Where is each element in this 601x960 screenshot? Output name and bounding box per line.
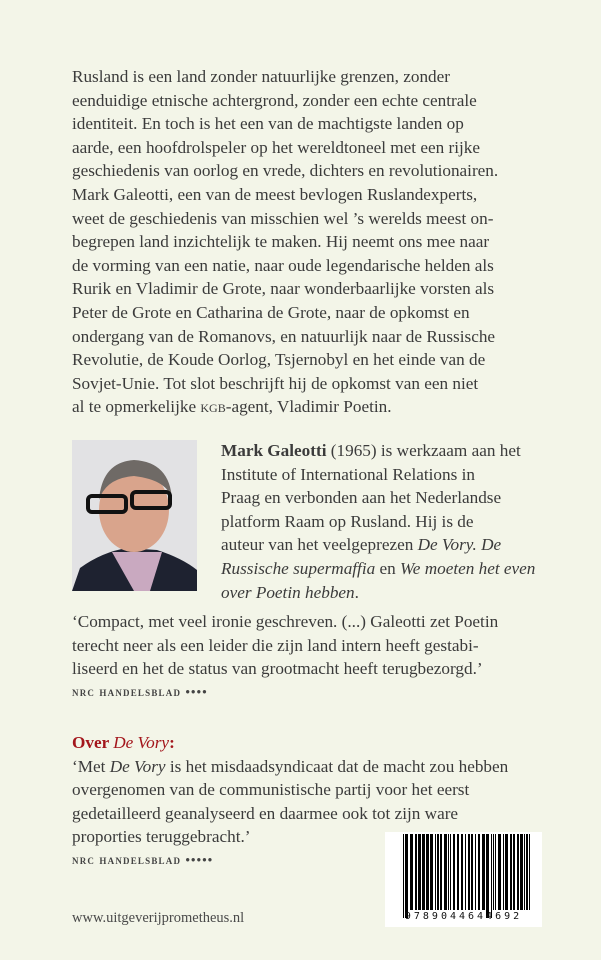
barcode-bar [505, 834, 508, 910]
barcode-bar [437, 834, 439, 910]
barcode-bar [444, 834, 447, 910]
text-line: begrepen land inzichtelijk te maken. Hij neemt ons mee naar [72, 232, 490, 252]
isbn-barcode [385, 832, 542, 927]
book-title: De Vory [113, 733, 170, 752]
barcode-bar [524, 834, 525, 910]
text-line: de vorming van een natie, naar oude legendarische helden als [72, 255, 494, 275]
text: : [169, 733, 175, 752]
barcode-bar [440, 834, 442, 910]
text: -agent, Vladimir Poetin. [225, 397, 392, 417]
text-line: platform Raam op Rusland. Hij is de [221, 511, 474, 531]
review-source [72, 681, 498, 705]
barcode-bar [457, 834, 459, 910]
barcode-bars [391, 832, 536, 918]
barcode-bar [430, 834, 433, 910]
text-line [72, 755, 508, 779]
text-line: ondergang van de Romanovs, en natuurlijk naar de Russische [72, 326, 496, 346]
text-line: Peter de Grote en Catharina de Grote, naar de opkomst en [72, 302, 470, 322]
barcode-bar [426, 834, 429, 910]
text-line: eenduidige etnische achtergrond, zonder een echte centrale [72, 90, 477, 110]
isbn-number: 9789044644692 [404, 911, 523, 922]
barcode-bar [513, 834, 515, 910]
barcode-bar [471, 834, 473, 910]
barcode-bar [465, 834, 466, 910]
text-line: Rurik en Vladimir de Grote, naar wonderbaarlijke vorsten als [72, 279, 495, 299]
publisher-website: www.uitgeverijprometheus.nl [72, 910, 245, 926]
book-title: De Vory. De [417, 535, 502, 555]
text-line: Revolutie, de Koude Oorlog, Tsjernobyl en het einde van de [72, 350, 486, 370]
book-title: over Poetin hebben [221, 582, 355, 602]
barcode-bar [475, 834, 476, 910]
author-bio [221, 439, 535, 604]
barcode-bar [435, 834, 436, 910]
text-line: proporties teruggebracht.’ [72, 827, 251, 847]
text-line: gedetailleerd geanalyseerd en daarmee ook tot zijn ware [72, 803, 459, 823]
text: Over [72, 733, 114, 752]
barcode-bar [520, 834, 523, 910]
barcode-bar [461, 834, 463, 910]
author-name: Mark Galeotti [221, 441, 327, 460]
source-name: nrc handelsblad [72, 684, 182, 699]
text: ‘Met [72, 756, 110, 776]
barcode-bar [517, 834, 519, 910]
text: is het misdaadsyndicaat dat de macht zou hebben [165, 756, 509, 776]
text-line: aarde, een hoofdrolspeler op het wereldtoneel met een rijke [72, 137, 481, 157]
barcode-bar [478, 834, 480, 910]
text-line: weet de geschiedenis van misschien wel ’s werelds meest on- [72, 208, 494, 228]
book-title: Russische supermaffia [221, 558, 376, 578]
text-line [221, 533, 535, 557]
text: auteur van het veelgeprezen [221, 535, 418, 555]
text: . [354, 582, 359, 602]
review-quote [72, 610, 498, 704]
text-line: Sovjet-Unie. Tot slot beschrijft hij de opkomst van een niet [72, 373, 479, 393]
barcode-bar [495, 834, 496, 910]
barcode-bar [468, 834, 470, 910]
kgb-smallcaps: kgb [200, 397, 226, 417]
text: (1965) is werkzaam aan het [326, 441, 521, 460]
barcode-bar [422, 834, 425, 910]
barcode-bar [493, 834, 494, 910]
text-line: Praag en verbonden aan het Nederlandse [221, 488, 502, 508]
text-line: Rusland is een land zonder natuurlijke grenzen, zonder [72, 67, 450, 86]
barcode-bar [450, 834, 451, 910]
barcode-bar [529, 834, 530, 910]
barcode-bar [410, 834, 413, 910]
barcode-bar [486, 834, 489, 918]
barcode-bar [418, 834, 421, 910]
text-line [221, 439, 535, 463]
text-line: geschiedenis van oorlog en vrede, dichters en revolutionairen. [72, 161, 499, 181]
barcode-bar [405, 834, 408, 918]
barcode-bar [403, 834, 404, 918]
barcode-bar [482, 834, 485, 910]
barcode-bar [453, 834, 455, 910]
rating-dots: ••••• [185, 852, 214, 867]
book-title: De Vory [109, 756, 166, 776]
text-line: Institute of International Relations in [221, 464, 475, 484]
text-line [221, 557, 535, 581]
author-photo [72, 440, 197, 591]
barcode-bar [510, 834, 512, 910]
text: al te opmerkelijke [72, 397, 201, 417]
text-line: liseerd en het de status van grootmacht heeft terugbezorgd.’ [72, 659, 483, 679]
text-line: Mark Galeotti, een van de meest bevlogen Ruslandexperts, [72, 184, 478, 204]
barcode-bar [498, 834, 501, 910]
barcode-bar [491, 834, 492, 918]
blurb-paragraph [72, 65, 498, 419]
section-heading [72, 731, 508, 755]
text: en [375, 558, 401, 578]
text-line: terecht neer als een leider die zijn land intern heeft gestabi- [72, 635, 479, 655]
barcode-bar [448, 834, 449, 910]
rating-dots: •••• [185, 684, 208, 699]
text-line: overgenomen van de communistische partij voor het eerst [72, 780, 470, 800]
barcode-bar [526, 834, 528, 910]
text-line: identiteit. En toch is het een van de machtigste landen op [72, 114, 464, 134]
barcode-bar [503, 834, 504, 910]
book-title: We moeten het even [400, 558, 536, 578]
source-name: nrc handelsblad [72, 852, 182, 867]
text-line [221, 581, 535, 605]
barcode-bar [415, 834, 417, 910]
text-line [72, 395, 498, 419]
text-line: ‘Compact, met veel ironie geschreven. (...) Galeotti zet Poetin [72, 612, 499, 631]
